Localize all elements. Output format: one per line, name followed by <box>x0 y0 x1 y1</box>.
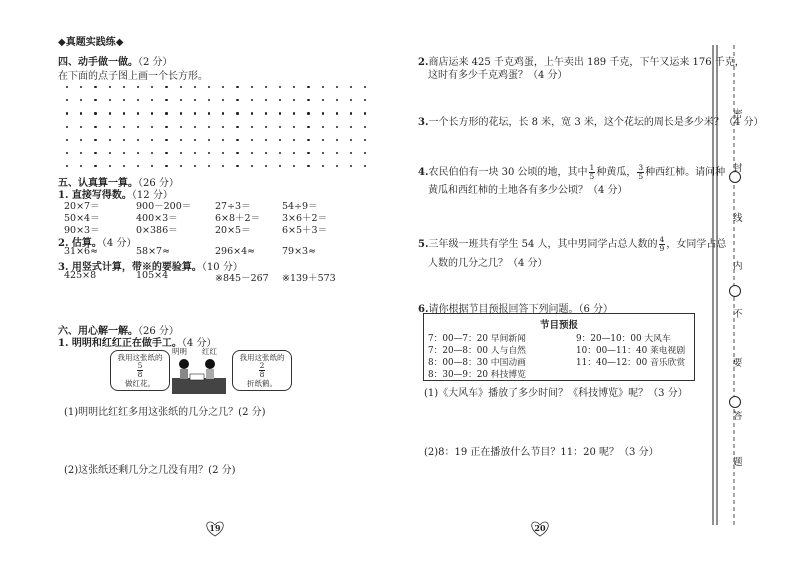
margin-char: 题 <box>733 457 743 468</box>
margin-char: 线 <box>733 213 743 224</box>
grid-dot <box>350 165 352 167</box>
grid-dot <box>123 86 125 88</box>
grid-dot <box>180 126 182 128</box>
grid-dot <box>336 139 338 141</box>
grid-dot <box>66 165 68 167</box>
grid-dot <box>293 99 295 101</box>
grid-dot <box>165 139 167 141</box>
schedule-row: 10：00—11：40 莱电视剧 <box>576 346 686 356</box>
section-4-title: 四、动手做一做。（2 分） <box>58 57 173 68</box>
grid-dot <box>208 99 210 101</box>
grid-dot <box>251 126 253 128</box>
grid-dot <box>236 112 238 114</box>
grid-dot <box>364 86 366 88</box>
grid-dot <box>94 165 96 167</box>
grid-dot <box>80 152 82 154</box>
grid-dot <box>137 86 139 88</box>
grid-dot <box>151 139 153 141</box>
grid-dot <box>222 99 224 101</box>
estimate-item: 58×7≈ <box>136 246 171 257</box>
grid-dot <box>180 112 182 114</box>
grid-dot <box>279 152 281 154</box>
grid-dot <box>151 165 153 167</box>
grid-dot <box>151 152 153 154</box>
grid-dot <box>137 139 139 141</box>
estimate-item: 296×4≈ <box>215 246 256 257</box>
grid-dot <box>151 126 153 128</box>
grid-dot <box>236 165 238 167</box>
grid-dot <box>279 86 281 88</box>
grid-dot <box>109 152 111 154</box>
grid-dot <box>165 112 167 114</box>
r-q4-line2: 黄瓜和西红柿的土地各有多少公顷？（4 分） <box>428 185 628 196</box>
grid-dot <box>137 165 139 167</box>
page-number-left: 19 <box>209 523 221 533</box>
grid-dot <box>165 165 167 167</box>
grid-dot <box>180 152 182 154</box>
vertical-calc-item: ※139＋573 <box>282 273 336 284</box>
grid-dot <box>307 126 309 128</box>
s6-q1-sub1: (1)明明比红红多用这张纸的几分之几？(2 分) <box>64 407 266 418</box>
grid-dot <box>251 165 253 167</box>
schedule-row: 7：20—8：00 人与自然 <box>428 346 526 356</box>
margin-char: 密 <box>733 109 743 120</box>
calc-item: 27÷3＝ <box>215 201 251 212</box>
calc-item: 20×7＝ <box>64 201 100 212</box>
grid-dot <box>236 152 238 154</box>
r-q3: 3.一个长方形的花坛，长 8 米，宽 3 米，这个花坛的周长是多少米？（4 分） <box>418 117 764 128</box>
grid-dot <box>251 86 253 88</box>
grid-dot <box>66 86 68 88</box>
grid-dot <box>194 86 196 88</box>
grid-dot <box>208 86 210 88</box>
grid-dot <box>180 139 182 141</box>
grid-dot <box>194 165 196 167</box>
grid-dot <box>151 112 153 114</box>
grid-dot <box>364 126 366 128</box>
grid-dot <box>66 112 68 114</box>
fraction: $\frac{1}{5}$ <box>589 163 595 181</box>
grid-dot <box>94 139 96 141</box>
calc-item: 3×6＋2＝ <box>282 213 328 224</box>
q2-estimate-label: 2. 估算。（4 分） <box>58 238 137 249</box>
grid-dot <box>279 139 281 141</box>
grid-dot <box>165 126 167 128</box>
grid-dot <box>350 152 352 154</box>
grid-dot <box>80 165 82 167</box>
calc-item: 6×8＋2＝ <box>215 213 261 224</box>
grid-dot <box>222 112 224 114</box>
margin-char: 要 <box>733 358 743 369</box>
grid-dot <box>322 165 324 167</box>
margin-circle <box>729 396 741 408</box>
grid-dot <box>336 152 338 154</box>
grid-dot <box>109 86 111 88</box>
grid-dot <box>307 99 309 101</box>
schedule-row: 9：20—10：00 大风车 <box>576 334 671 344</box>
grid-dot <box>293 139 295 141</box>
speech-bubble-left: 我用这张纸的 $\frac{5}{8}$ 做红花。 <box>110 350 170 391</box>
grid-dot <box>251 112 253 114</box>
grid-dot <box>194 99 196 101</box>
vertical-calc-item: 425×8 <box>64 270 97 281</box>
grid-dot <box>94 99 96 101</box>
grid-dot <box>293 165 295 167</box>
grid-dot <box>265 165 267 167</box>
grid-dot <box>66 99 68 101</box>
grid-dot <box>236 126 238 128</box>
q1-direct-calc-label: 1. 直接写得数。（12 分） <box>58 190 173 201</box>
grid-dot <box>350 139 352 141</box>
grid-dot <box>236 86 238 88</box>
grid-dot <box>251 152 253 154</box>
grid-dot <box>208 139 210 141</box>
grid-dot <box>165 86 167 88</box>
section-6-title: 六、用心解一解。（26 分） <box>58 326 179 337</box>
grid-dot <box>194 139 196 141</box>
grid-dot <box>236 99 238 101</box>
grid-dot <box>322 152 324 154</box>
grid-dot <box>265 139 267 141</box>
grid-dot <box>123 152 125 154</box>
grid-dot <box>279 112 281 114</box>
grid-dot <box>151 99 153 101</box>
margin-circle <box>729 285 741 297</box>
r-q6-sub1: (1)《大风车》播放了多少时间？《科技博览》呢？（3 分） <box>424 388 688 399</box>
grid-dot <box>194 112 196 114</box>
grid-dot <box>293 112 295 114</box>
grid-dot <box>180 86 182 88</box>
grid-dot <box>222 165 224 167</box>
grid-dot <box>307 112 309 114</box>
grid-dot <box>66 139 68 141</box>
section-4-instruction: 在下面的点子图上画一个长方形。 <box>58 71 208 82</box>
grid-dot <box>307 139 309 141</box>
grid-dot <box>151 86 153 88</box>
calc-item: 6×5＋3＝ <box>282 225 328 236</box>
grid-dot <box>80 86 82 88</box>
grid-dot <box>137 99 139 101</box>
estimate-item: 31×6≈ <box>64 246 99 257</box>
schedule-row: 7：00—7：20 早间新闻 <box>428 334 526 344</box>
grid-dot <box>350 86 352 88</box>
grid-dot <box>123 112 125 114</box>
grid-dot <box>109 99 111 101</box>
s6-q1-sub2: (2)这张纸还剩几分之几没有用？(2 分) <box>64 465 236 476</box>
program-schedule-box <box>423 313 695 381</box>
grid-dot <box>364 165 366 167</box>
grid-dot <box>265 152 267 154</box>
grid-dot <box>236 139 238 141</box>
grid-dot <box>80 99 82 101</box>
section-5-title: 五、认真算一算。（26 分） <box>58 178 179 189</box>
grid-dot <box>109 165 111 167</box>
grid-dot <box>123 165 125 167</box>
schedule-row: 8：30—9：20 科技博览 <box>428 370 526 380</box>
calc-item: 0×386＝ <box>136 225 178 236</box>
grid-dot <box>293 126 295 128</box>
r-q2-line2: 这时有多少千克鸡蛋？（4 分） <box>428 70 568 81</box>
margin-char: 封 <box>733 163 743 174</box>
grid-dot <box>307 165 309 167</box>
grid-dot <box>293 86 295 88</box>
speech-bubble-right: 我用这张纸的 $\frac{2}{8}$ 折纸鹤。 <box>232 350 292 391</box>
grid-dot <box>94 86 96 88</box>
vertical-calc-item: 105×4 <box>136 270 169 281</box>
grid-dot <box>94 152 96 154</box>
children-illustration <box>170 356 230 396</box>
section-header-label: ◆真题实践练◆ <box>58 37 124 48</box>
grid-dot <box>307 86 309 88</box>
r-q2-line1: 2.商店运来 425 千克鸡蛋，上午卖出 189 千克，下午又运来 176 千克， <box>418 57 745 68</box>
r-q6: 6.请你根据节目预报回答下列问题。（6 分） <box>418 304 613 315</box>
calc-item: 20×5＝ <box>215 225 251 236</box>
grid-dot <box>137 126 139 128</box>
grid-dot <box>279 165 281 167</box>
grid-dot <box>265 112 267 114</box>
r-q5-line2: 人数的几分之几？（4 分） <box>428 258 548 269</box>
grid-dot <box>336 165 338 167</box>
calc-item: 50×4＝ <box>64 213 100 224</box>
grid-dot <box>222 86 224 88</box>
grid-dot <box>109 112 111 114</box>
grid-dot <box>194 152 196 154</box>
estimate-item: 79×3≈ <box>282 246 317 257</box>
grid-dot <box>336 99 338 101</box>
grid-dot <box>222 139 224 141</box>
page-number-right: 20 <box>534 523 546 533</box>
grid-dot <box>307 152 309 154</box>
r-q4-line1: 4.农民伯伯有一块 30 公顷的地，其中 $\frac{1}{5}$ 种黄瓜， $\frac{3}{5}$ 种西红柿。请问种 <box>418 163 726 181</box>
grid-dot <box>350 99 352 101</box>
fraction: $\frac{2}{8}$ <box>259 361 265 379</box>
q3-vertical-calc-label: 3. 用竖式计算，带※的要验算。（10 分） <box>58 262 243 273</box>
margin-char: 内 <box>733 261 743 272</box>
grid-dot <box>123 126 125 128</box>
grid-dot <box>251 139 253 141</box>
grid-dot <box>364 112 366 114</box>
grid-dot <box>109 139 111 141</box>
calc-item: 900－200＝ <box>136 201 192 212</box>
dot-grid[interactable] <box>66 86 376 172</box>
fraction: $\frac{3}{5}$ <box>638 163 644 181</box>
grid-dot <box>94 112 96 114</box>
fraction: $\frac{5}{8}$ <box>137 361 143 379</box>
grid-dot <box>165 152 167 154</box>
grid-dot <box>364 139 366 141</box>
grid-dot <box>336 86 338 88</box>
grid-dot <box>222 126 224 128</box>
grid-dot <box>322 99 324 101</box>
margin-char: 不 <box>733 309 743 320</box>
calc-item: 90×3＝ <box>64 225 100 236</box>
vertical-calc-item: ※845－267 <box>215 273 269 284</box>
margin-char: 答 <box>733 411 743 422</box>
grid-dot <box>251 99 253 101</box>
r-q6-sub2: (2)8：19 正在播放什么节目？11：20 呢？（3 分） <box>424 447 659 458</box>
s6-q1-label: 1. 明明和红红正在做手工。（4 分） <box>58 338 217 349</box>
grid-dot <box>80 112 82 114</box>
grid-dot <box>208 126 210 128</box>
grid-dot <box>350 112 352 114</box>
grid-dot <box>165 99 167 101</box>
grid-dot <box>208 112 210 114</box>
grid-dot <box>322 139 324 141</box>
grid-dot <box>123 139 125 141</box>
grid-dot <box>94 126 96 128</box>
grid-dot <box>123 99 125 101</box>
grid-dot <box>137 152 139 154</box>
grid-dot <box>350 126 352 128</box>
grid-dot <box>279 126 281 128</box>
grid-dot <box>66 126 68 128</box>
grid-dot <box>208 152 210 154</box>
grid-dot <box>222 152 224 154</box>
schedule-row: 11：40—12：00 音乐欣赏 <box>576 358 686 368</box>
grid-dot <box>80 126 82 128</box>
grid-dot <box>137 112 139 114</box>
grid-dot <box>194 126 196 128</box>
grid-dot <box>265 126 267 128</box>
grid-dot <box>109 126 111 128</box>
grid-dot <box>180 99 182 101</box>
grid-dot <box>364 99 366 101</box>
calc-item: 400×3＝ <box>136 213 178 224</box>
grid-dot <box>66 152 68 154</box>
grid-dot <box>322 86 324 88</box>
grid-dot <box>279 99 281 101</box>
grid-dot <box>336 126 338 128</box>
grid-dot <box>208 165 210 167</box>
name-label-honghong: 红红 <box>202 347 217 356</box>
r-q5-line1: 5.三年级一班共有学生 54 人，其中男同学占总人数的 $\frac{4}{9}$ ，女同学占总 <box>418 235 727 253</box>
grid-dot <box>364 152 366 154</box>
calc-item: 54÷9＝ <box>282 201 318 212</box>
grid-dot <box>80 139 82 141</box>
grid-dot <box>336 112 338 114</box>
schedule-title: 节目预报 <box>539 320 578 331</box>
name-label-mingming: 明明 <box>172 347 187 356</box>
schedule-row: 8：00—8：30 中国动画 <box>428 358 526 368</box>
grid-dot <box>180 165 182 167</box>
fraction: $\frac{4}{9}$ <box>659 235 665 253</box>
grid-dot <box>322 112 324 114</box>
grid-dot <box>322 126 324 128</box>
grid-dot <box>265 86 267 88</box>
grid-dot <box>293 152 295 154</box>
grid-dot <box>265 99 267 101</box>
